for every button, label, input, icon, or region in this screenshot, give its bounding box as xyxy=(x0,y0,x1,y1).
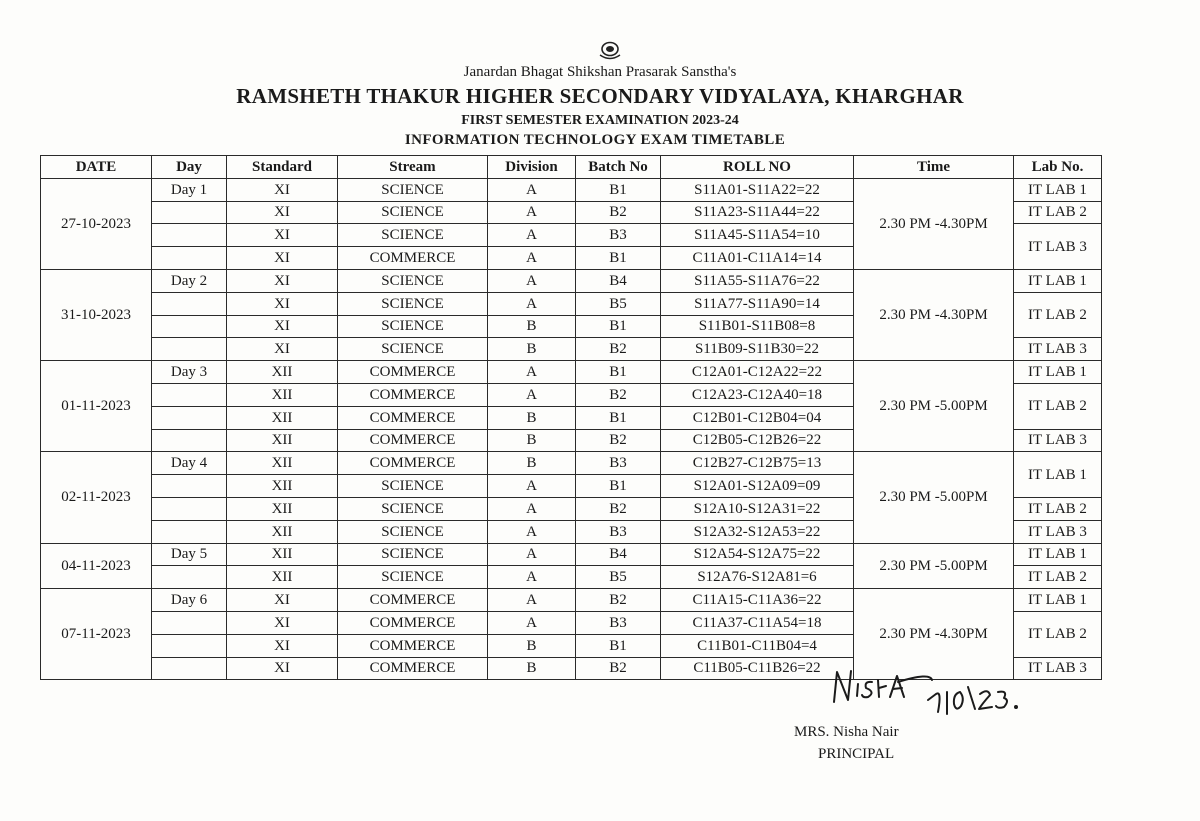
lab-cell: IT LAB 3 xyxy=(1014,520,1102,543)
table-row xyxy=(41,589,1102,612)
standard-cell: XI xyxy=(227,224,338,247)
batch-cell: B1 xyxy=(576,634,661,657)
batch-cell: B2 xyxy=(576,201,661,224)
stream-cell: COMMERCE xyxy=(338,452,488,475)
col-header-batch: Batch No xyxy=(576,156,661,179)
standard-cell: XI xyxy=(227,201,338,224)
stream-cell: COMMERCE xyxy=(338,361,488,384)
batch-cell: B3 xyxy=(576,611,661,634)
standard-cell: XII xyxy=(227,475,338,498)
roll-no-cell: S11A01-S11A22=22 xyxy=(661,178,854,201)
division-cell: B xyxy=(488,657,576,680)
division-cell: A xyxy=(488,543,576,566)
day-cell: Day 2 xyxy=(152,269,227,292)
sanstha-logo-icon xyxy=(597,38,623,60)
batch-cell: B1 xyxy=(576,361,661,384)
roll-no-cell: S12A32-S12A53=22 xyxy=(661,520,854,543)
batch-cell: B2 xyxy=(576,497,661,520)
batch-cell: B5 xyxy=(576,292,661,315)
day-cell-empty xyxy=(152,475,227,498)
roll-no-cell: C12A23-C12A40=18 xyxy=(661,383,854,406)
roll-no-cell: S11A55-S11A76=22 xyxy=(661,269,854,292)
lab-cell: IT LAB 1 xyxy=(1014,452,1102,498)
date-cell: 04-11-2023 xyxy=(41,543,152,589)
col-header-time: Time xyxy=(854,156,1014,179)
batch-cell: B1 xyxy=(576,406,661,429)
exam-title: FIRST SEMESTER EXAMINATION 2023-24 xyxy=(461,113,739,128)
date-cell: 02-11-2023 xyxy=(41,452,152,543)
roll-no-cell: S12A01-S12A09=09 xyxy=(661,475,854,498)
standard-cell: XI xyxy=(227,338,338,361)
day-cell: Day 6 xyxy=(152,589,227,612)
lab-cell: IT LAB 1 xyxy=(1014,178,1102,201)
lab-cell: IT LAB 2 xyxy=(1014,497,1102,520)
col-header-division: Division xyxy=(488,156,576,179)
table-row xyxy=(41,178,1102,201)
roll-no-cell: S12A10-S12A31=22 xyxy=(661,497,854,520)
day-cell-empty xyxy=(152,520,227,543)
roll-no-cell: C12B05-C12B26=22 xyxy=(661,429,854,452)
day-cell-empty xyxy=(152,406,227,429)
lab-cell: IT LAB 3 xyxy=(1014,657,1102,680)
batch-cell: B2 xyxy=(576,589,661,612)
batch-cell: B5 xyxy=(576,566,661,589)
date-cell: 07-11-2023 xyxy=(41,589,152,680)
stream-cell: COMMERCE xyxy=(338,589,488,612)
day-cell-empty xyxy=(152,338,227,361)
day-cell-empty xyxy=(152,657,227,680)
day-cell: Day 5 xyxy=(152,543,227,566)
batch-cell: B3 xyxy=(576,520,661,543)
division-cell: A xyxy=(488,361,576,384)
batch-cell: B4 xyxy=(576,543,661,566)
lab-cell: IT LAB 3 xyxy=(1014,338,1102,361)
lab-cell: IT LAB 2 xyxy=(1014,566,1102,589)
table-row xyxy=(41,361,1102,384)
day-cell-empty xyxy=(152,247,227,270)
stream-cell: COMMERCE xyxy=(338,247,488,270)
day-cell-empty xyxy=(152,634,227,657)
batch-cell: B1 xyxy=(576,247,661,270)
stream-cell: COMMERCE xyxy=(338,406,488,429)
stream-cell: SCIENCE xyxy=(338,178,488,201)
division-cell: A xyxy=(488,247,576,270)
day-cell: Day 4 xyxy=(152,452,227,475)
roll-no-cell: C11A15-C11A36=22 xyxy=(661,589,854,612)
batch-cell: B1 xyxy=(576,475,661,498)
lab-cell: IT LAB 1 xyxy=(1014,589,1102,612)
division-cell: A xyxy=(488,589,576,612)
stream-cell: SCIENCE xyxy=(338,224,488,247)
standard-cell: XI xyxy=(227,589,338,612)
day-cell-empty xyxy=(152,292,227,315)
day-cell-empty xyxy=(152,611,227,634)
roll-no-cell: S11A45-S11A54=10 xyxy=(661,224,854,247)
day-cell-empty xyxy=(152,566,227,589)
division-cell: A xyxy=(488,520,576,543)
exam-timetable xyxy=(40,155,1102,680)
sanstha-name: Janardan Bhagat Shikshan Prasarak Sanstha's xyxy=(463,64,737,80)
lab-cell: IT LAB 1 xyxy=(1014,361,1102,384)
batch-cell: B3 xyxy=(576,452,661,475)
timetable-title: INFORMATION TECHNOLOGY EXAM TIMETABLE xyxy=(404,132,786,148)
division-cell: B xyxy=(488,429,576,452)
division-cell: B xyxy=(488,634,576,657)
stream-cell: COMMERCE xyxy=(338,429,488,452)
lab-cell: IT LAB 1 xyxy=(1014,543,1102,566)
day-cell: Day 3 xyxy=(152,361,227,384)
division-cell: B xyxy=(488,452,576,475)
lab-cell: IT LAB 1 xyxy=(1014,269,1102,292)
standard-cell: XII xyxy=(227,497,338,520)
day-cell-empty xyxy=(152,383,227,406)
batch-cell: B2 xyxy=(576,383,661,406)
time-cell: 2.30 PM -4.30PM xyxy=(854,269,1014,360)
day-cell-empty xyxy=(152,224,227,247)
time-cell: 2.30 PM -4.30PM xyxy=(854,178,1014,269)
day-cell-empty xyxy=(152,497,227,520)
batch-cell: B2 xyxy=(576,657,661,680)
division-cell: A xyxy=(488,497,576,520)
col-header-roll: ROLL NO xyxy=(661,156,854,179)
standard-cell: XII xyxy=(227,543,338,566)
stream-cell: SCIENCE xyxy=(338,566,488,589)
lab-cell: IT LAB 2 xyxy=(1014,292,1102,338)
school-name: RAMSHETH THAKUR HIGHER SECONDARY VIDYALAYA, KHARGHAR xyxy=(236,84,964,108)
batch-cell: B4 xyxy=(576,269,661,292)
date-cell: 01-11-2023 xyxy=(41,361,152,452)
division-cell: A xyxy=(488,566,576,589)
standard-cell: XI xyxy=(227,247,338,270)
standard-cell: XI xyxy=(227,611,338,634)
table-row xyxy=(41,269,1102,292)
stream-cell: SCIENCE xyxy=(338,497,488,520)
roll-no-cell: C12B01-C12B04=04 xyxy=(661,406,854,429)
principal-title: PRINCIPAL xyxy=(818,746,895,762)
division-cell: B xyxy=(488,338,576,361)
principal-signature xyxy=(820,662,1035,722)
roll-no-cell: C11A01-C11A14=14 xyxy=(661,247,854,270)
division-cell: A xyxy=(488,475,576,498)
roll-no-cell: C11A37-C11A54=18 xyxy=(661,611,854,634)
batch-cell: B3 xyxy=(576,224,661,247)
batch-cell: B2 xyxy=(576,429,661,452)
roll-no-cell: S11A23-S11A44=22 xyxy=(661,201,854,224)
stream-cell: COMMERCE xyxy=(338,383,488,406)
standard-cell: XII xyxy=(227,520,338,543)
lab-cell: IT LAB 2 xyxy=(1014,201,1102,224)
division-cell: A xyxy=(488,383,576,406)
standard-cell: XI xyxy=(227,178,338,201)
day-cell: Day 1 xyxy=(152,178,227,201)
division-cell: A xyxy=(488,611,576,634)
standard-cell: XII xyxy=(227,361,338,384)
lab-cell: IT LAB 3 xyxy=(1014,429,1102,452)
division-cell: A xyxy=(488,224,576,247)
col-header-day: Day xyxy=(152,156,227,179)
division-cell: A xyxy=(488,269,576,292)
standard-cell: XI xyxy=(227,269,338,292)
lab-cell: IT LAB 2 xyxy=(1014,611,1102,657)
standard-cell: XI xyxy=(227,634,338,657)
stream-cell: SCIENCE xyxy=(338,338,488,361)
time-cell: 2.30 PM -4.30PM xyxy=(854,589,1014,680)
roll-no-cell: S11B01-S11B08=8 xyxy=(661,315,854,338)
stream-cell: COMMERCE xyxy=(338,657,488,680)
batch-cell: B1 xyxy=(576,315,661,338)
principal-name: MRS. Nisha Nair xyxy=(794,724,899,740)
standard-cell: XI xyxy=(227,315,338,338)
stream-cell: SCIENCE xyxy=(338,520,488,543)
time-cell: 2.30 PM -5.00PM xyxy=(854,543,1014,589)
roll-no-cell: S12A76-S12A81=6 xyxy=(661,566,854,589)
col-header-standard: Standard xyxy=(227,156,338,179)
standard-cell: XII xyxy=(227,383,338,406)
roll-no-cell: C11B05-C11B26=22 xyxy=(661,657,854,680)
roll-no-cell: S11B09-S11B30=22 xyxy=(661,338,854,361)
timetable-body xyxy=(41,178,1102,680)
col-header-lab: Lab No. xyxy=(1014,156,1102,179)
time-cell: 2.30 PM -5.00PM xyxy=(854,452,1014,543)
standard-cell: XII xyxy=(227,452,338,475)
stream-cell: SCIENCE xyxy=(338,315,488,338)
roll-no-cell: S12A54-S12A75=22 xyxy=(661,543,854,566)
standard-cell: XII xyxy=(227,429,338,452)
date-cell: 31-10-2023 xyxy=(41,269,152,360)
stream-cell: SCIENCE xyxy=(338,543,488,566)
division-cell: A xyxy=(488,201,576,224)
roll-no-cell: C12A01-C12A22=22 xyxy=(661,361,854,384)
batch-cell: B2 xyxy=(576,338,661,361)
stream-cell: SCIENCE xyxy=(338,269,488,292)
stream-cell: COMMERCE xyxy=(338,611,488,634)
table-header-row xyxy=(41,156,1102,179)
day-cell-empty xyxy=(152,429,227,452)
standard-cell: XI xyxy=(227,292,338,315)
division-cell: A xyxy=(488,178,576,201)
standard-cell: XI xyxy=(227,657,338,680)
division-cell: B xyxy=(488,406,576,429)
standard-cell: XII xyxy=(227,566,338,589)
standard-cell: XII xyxy=(227,406,338,429)
stream-cell: COMMERCE xyxy=(338,634,488,657)
stream-cell: SCIENCE xyxy=(338,201,488,224)
division-cell: A xyxy=(488,292,576,315)
lab-cell: IT LAB 2 xyxy=(1014,383,1102,429)
time-cell: 2.30 PM -5.00PM xyxy=(854,361,1014,452)
stream-cell: SCIENCE xyxy=(338,475,488,498)
table-row xyxy=(41,452,1102,475)
date-cell: 27-10-2023 xyxy=(41,178,152,269)
day-cell-empty xyxy=(152,315,227,338)
batch-cell: B1 xyxy=(576,178,661,201)
table-row xyxy=(41,543,1102,566)
roll-no-cell: C11B01-C11B04=4 xyxy=(661,634,854,657)
lab-cell: IT LAB 3 xyxy=(1014,224,1102,270)
day-cell-empty xyxy=(152,201,227,224)
roll-no-cell: C12B27-C12B75=13 xyxy=(661,452,854,475)
col-header-stream: Stream xyxy=(338,156,488,179)
col-header-date: DATE xyxy=(41,156,152,179)
division-cell: B xyxy=(488,315,576,338)
stream-cell: SCIENCE xyxy=(338,292,488,315)
roll-no-cell: S11A77-S11A90=14 xyxy=(661,292,854,315)
